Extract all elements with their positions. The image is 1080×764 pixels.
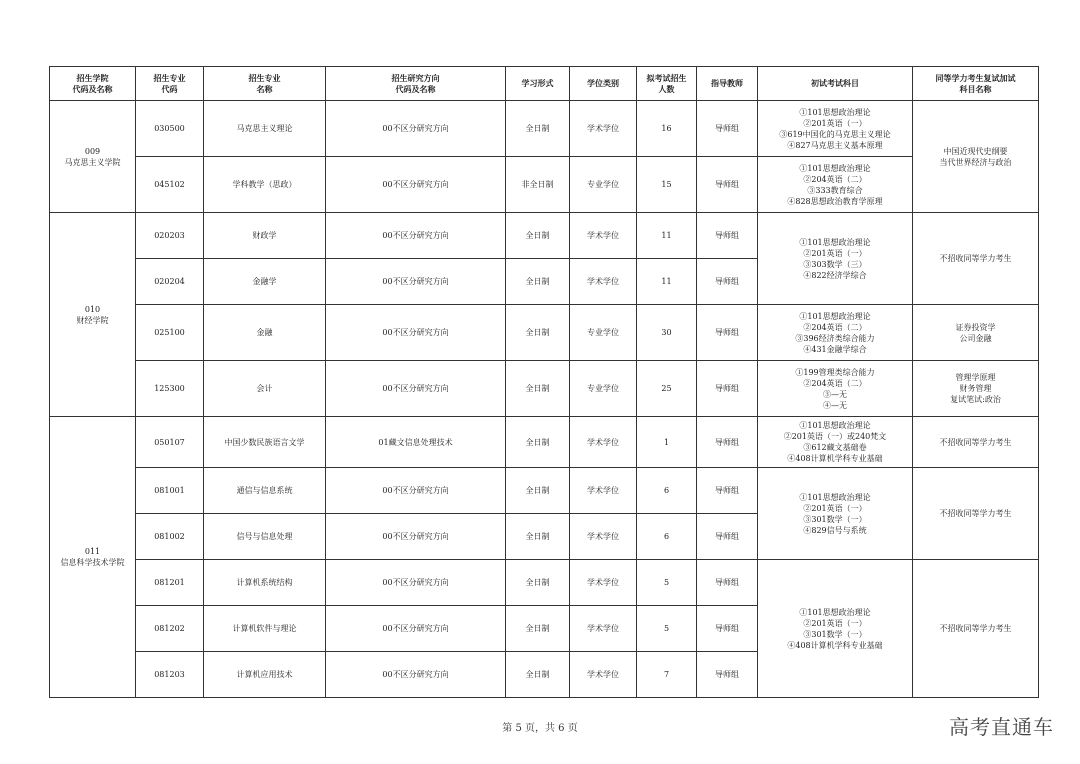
advisor: 导师组 [697, 157, 758, 213]
exam-subjects: ①101思想政治理论 ②201英语（一） ③303数学（三） ④822经济学综合 [758, 213, 913, 305]
major-name: 计算机系统结构 [204, 560, 326, 606]
header-degree-type: 学位类别 [570, 67, 637, 101]
exam-subjects: ①101思想政治理论 ②201英语（一） ③619中国化的马克思主义理论 ④827马克思主义基本原理 [758, 101, 913, 157]
degree-type: 学术学位 [570, 101, 637, 157]
advisor: 导师组 [697, 101, 758, 157]
direction: 00不区分研究方向 [326, 213, 506, 259]
table-row [50, 213, 1039, 259]
study-mode: 全日制 [506, 101, 570, 157]
advisor: 导师组 [697, 417, 758, 468]
watermark-logo: 高考直通车 [949, 715, 1054, 739]
admissions-table [49, 66, 1039, 698]
page-footer: 第 5 页，共 6 页 [502, 723, 578, 734]
college-cell: 009 马克思主义学院 [50, 101, 136, 213]
table-row [50, 157, 1039, 213]
major-name: 学科教学（思政） [204, 157, 326, 213]
quota: 1 [637, 417, 697, 468]
study-mode: 全日制 [506, 606, 570, 652]
degree-type: 学术学位 [570, 417, 637, 468]
header-row [50, 67, 1039, 101]
equivalent-subjects: 不招收同等学力考生 [913, 560, 1039, 698]
table-row [50, 560, 1039, 606]
equivalent-subjects: 不招收同等学力考生 [913, 468, 1039, 560]
quota: 5 [637, 560, 697, 606]
direction: 00不区分研究方向 [326, 560, 506, 606]
study-mode: 全日制 [506, 305, 570, 361]
major-code: 081201 [136, 560, 204, 606]
major-code: 045102 [136, 157, 204, 213]
quota: 25 [637, 361, 697, 417]
exam-subjects: ①101思想政治理论 ②201英语（一） ③301数学（一） ④408计算机学科专业基础 [758, 560, 913, 698]
direction: 00不区分研究方向 [326, 361, 506, 417]
major-code: 125300 [136, 361, 204, 417]
degree-type: 专业学位 [570, 361, 637, 417]
major-name: 金融学 [204, 259, 326, 305]
major-name: 中国少数民族语言文学 [204, 417, 326, 468]
advisor: 导师组 [697, 361, 758, 417]
major-name: 通信与信息系统 [204, 468, 326, 514]
study-mode: 非全日制 [506, 157, 570, 213]
exam-subjects: ①101思想政治理论 ②204英语（二） ③396经济类综合能力 ④431金融学综合 [758, 305, 913, 361]
table-row [50, 305, 1039, 361]
degree-type: 学术学位 [570, 652, 637, 698]
degree-type: 专业学位 [570, 157, 637, 213]
major-code: 081203 [136, 652, 204, 698]
major-name: 马克思主义理论 [204, 101, 326, 157]
quota: 11 [637, 213, 697, 259]
degree-type: 学术学位 [570, 468, 637, 514]
equivalent-subjects: 证券投资学 公司金融 [913, 305, 1039, 361]
direction: 00不区分研究方向 [326, 101, 506, 157]
major-name: 财政学 [204, 213, 326, 259]
quota: 5 [637, 606, 697, 652]
quota: 16 [637, 101, 697, 157]
header-study-mode: 学习形式 [506, 67, 570, 101]
degree-type: 学术学位 [570, 259, 637, 305]
header-major-code: 招生专业 代码 [136, 67, 204, 101]
table-row [50, 101, 1039, 157]
quota: 11 [637, 259, 697, 305]
advisor: 导师组 [697, 213, 758, 259]
major-name: 计算机软件与理论 [204, 606, 326, 652]
quota: 15 [637, 157, 697, 213]
major-name: 会计 [204, 361, 326, 417]
header-college: 招生学院 代码及名称 [50, 67, 136, 101]
degree-type: 学术学位 [570, 606, 637, 652]
study-mode: 全日制 [506, 468, 570, 514]
degree-type: 学术学位 [570, 560, 637, 606]
direction: 00不区分研究方向 [326, 652, 506, 698]
equivalent-subjects: 中国近现代史纲要 当代世界经济与政治 [913, 101, 1039, 213]
header-subjects: 初试考试科目 [758, 67, 913, 101]
advisor: 导师组 [697, 259, 758, 305]
major-code: 081002 [136, 514, 204, 560]
quota: 6 [637, 468, 697, 514]
degree-type: 学术学位 [570, 213, 637, 259]
advisor: 导师组 [697, 514, 758, 560]
direction: 00不区分研究方向 [326, 468, 506, 514]
exam-subjects: ①101思想政治理论 ②204英语（二） ③333教育综合 ④828思想政治教育学原理 [758, 157, 913, 213]
header-advisor: 指导教师 [697, 67, 758, 101]
advisor: 导师组 [697, 305, 758, 361]
advisor: 导师组 [697, 468, 758, 514]
equivalent-subjects: 不招收同等学力考生 [913, 417, 1039, 468]
exam-subjects: ①101思想政治理论 ②201英语（一） ③301数学（一） ④829信号与系统 [758, 468, 913, 560]
direction: 00不区分研究方向 [326, 157, 506, 213]
advisor: 导师组 [697, 560, 758, 606]
study-mode: 全日制 [506, 514, 570, 560]
table-row [50, 468, 1039, 514]
major-code: 020203 [136, 213, 204, 259]
table-row [50, 361, 1039, 417]
study-mode: 全日制 [506, 259, 570, 305]
study-mode: 全日制 [506, 560, 570, 606]
header-major-name: 招生专业 名称 [204, 67, 326, 101]
quota: 30 [637, 305, 697, 361]
direction: 00不区分研究方向 [326, 259, 506, 305]
study-mode: 全日制 [506, 417, 570, 468]
exam-subjects: ①101思想政治理论 ②201英语（一）或240梵文 ③612藏文基础卷 ④408计算机学科专业基础 [758, 417, 913, 468]
major-code: 050107 [136, 417, 204, 468]
major-name: 计算机应用技术 [204, 652, 326, 698]
degree-type: 学术学位 [570, 514, 637, 560]
major-name: 信号与信息处理 [204, 514, 326, 560]
study-mode: 全日制 [506, 652, 570, 698]
study-mode: 全日制 [506, 361, 570, 417]
equivalent-subjects: 不招收同等学力考生 [913, 213, 1039, 305]
major-code: 081001 [136, 468, 204, 514]
advisor: 导师组 [697, 652, 758, 698]
header-quota: 拟考试招生 人数 [637, 67, 697, 101]
direction: 01藏文信息处理技术 [326, 417, 506, 468]
header-direction: 招生研究方向 代码及名称 [326, 67, 506, 101]
equivalent-subjects: 管理学原理 财务管理 复试笔试:政治 [913, 361, 1039, 417]
college-cell: 011 信息科学技术学院 [50, 417, 136, 698]
degree-type: 专业学位 [570, 305, 637, 361]
direction: 00不区分研究方向 [326, 514, 506, 560]
header-equivalent: 同等学力考生复试加试 科目名称 [913, 67, 1039, 101]
quota: 6 [637, 514, 697, 560]
study-mode: 全日制 [506, 213, 570, 259]
major-code: 025100 [136, 305, 204, 361]
quota: 7 [637, 652, 697, 698]
major-name: 金融 [204, 305, 326, 361]
major-code: 030500 [136, 101, 204, 157]
advisor: 导师组 [697, 606, 758, 652]
direction: 00不区分研究方向 [326, 606, 506, 652]
major-code: 081202 [136, 606, 204, 652]
college-cell: 010 财经学院 [50, 213, 136, 417]
table-row [50, 417, 1039, 468]
major-code: 020204 [136, 259, 204, 305]
exam-subjects: ①199管理类综合能力 ②204英语（二） ③—无 ④—无 [758, 361, 913, 417]
direction: 00不区分研究方向 [326, 305, 506, 361]
